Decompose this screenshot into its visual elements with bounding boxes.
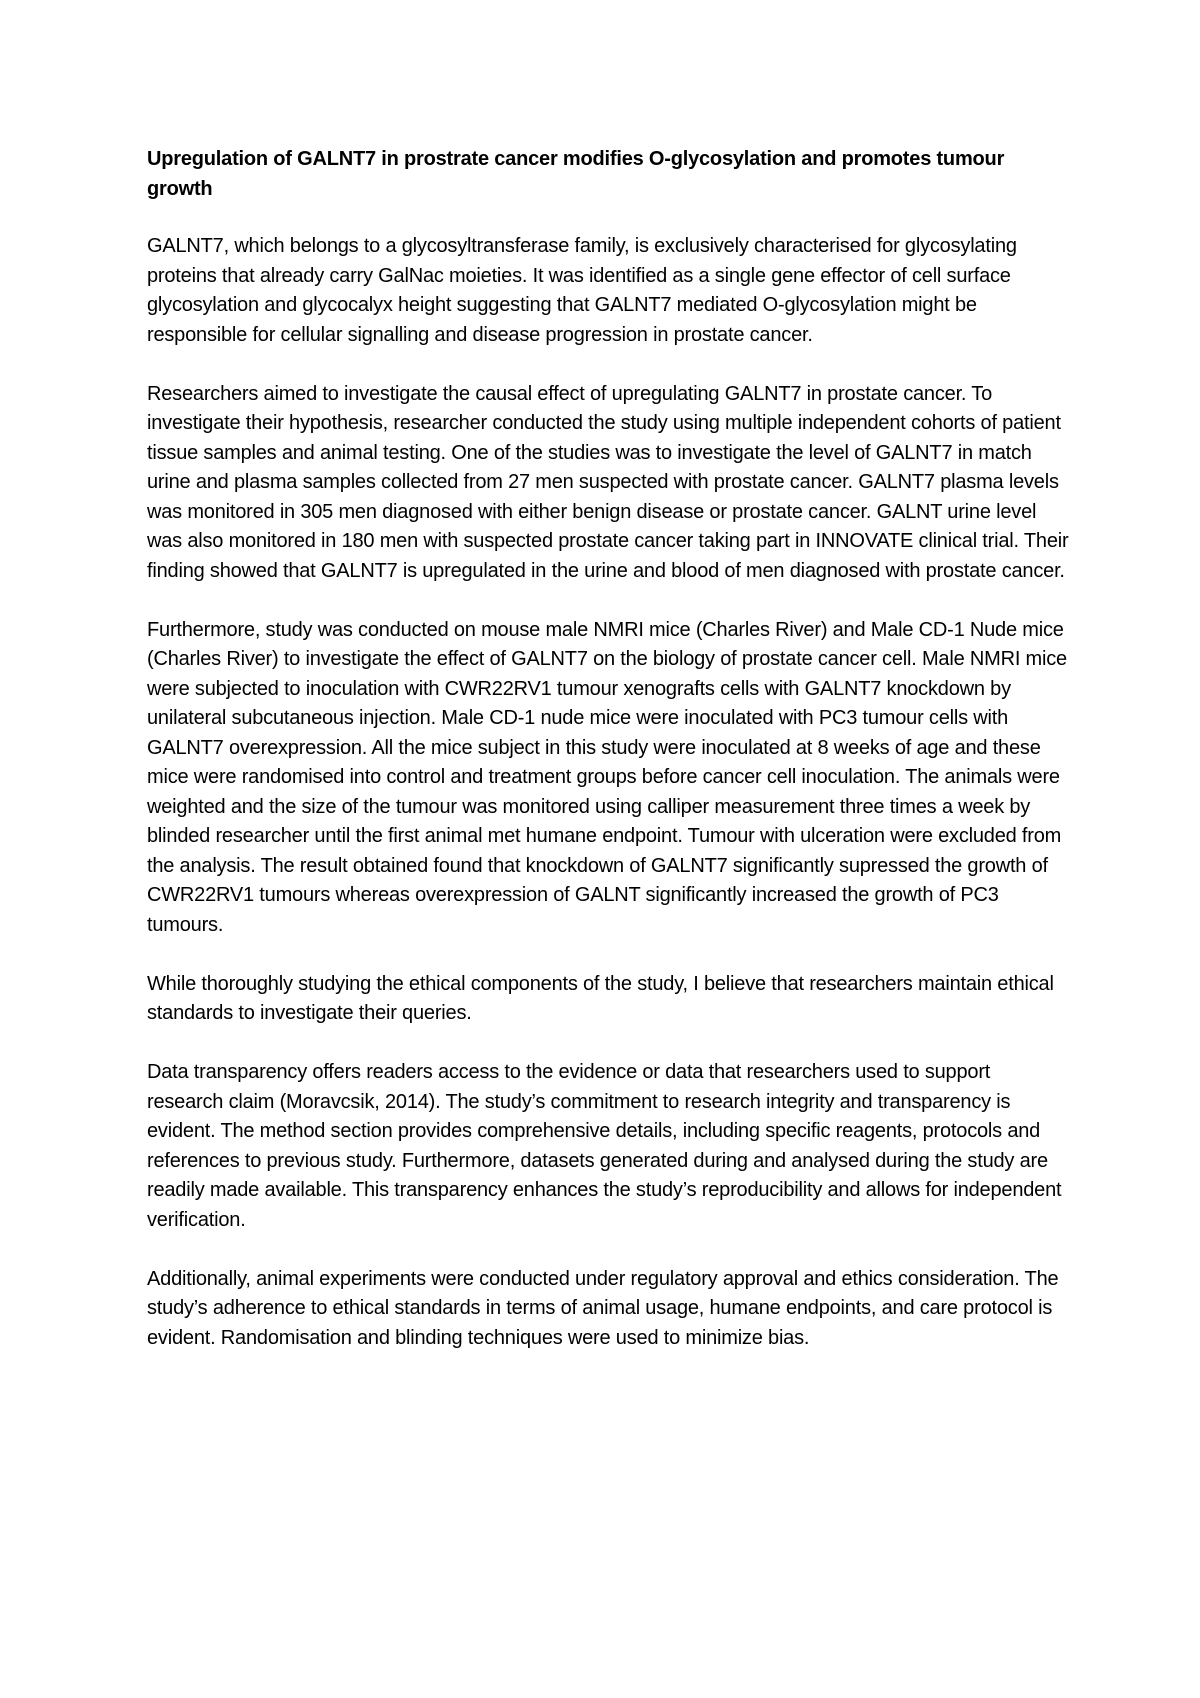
paragraph-research-aims: Researchers aimed to investigate the causal effect of upregulating GALNT7 in prostate cancer. To investigate their hypothesis, researcher conducted the study using multiple independent cohorts of patient tissue samples and animal testing. One of the studies was to investigate the level of GALNT7 in match urine and plasma samples collected from 27 men suspected with prostate cancer. GALNT7 plasma levels was monitored in 305 men diagnosed with either benign disease or prostate cancer. GALNT urine level was also monitored in 180 men with suspected prostate cancer taking part in INNOVATE clinical trial. Their finding showed that GALNT7 is upregulated in the urine and blood of men diagnosed with prostate cancer. [147,382,1069,582]
paragraph-galnt7-background: GALNT7, which belongs to a glycosyltransferase family, is exclusively characterised for glycosylating proteins that already carry GalNac moieties. It was identified as a single gene effector of cell surface glycosylation and glycocalyx height suggesting that GALNT7 mediated O-glycosylation might be responsible for cellular signalling and disease progression in prostate cancer. [147,235,1017,346]
paragraph-animal-ethics: Additionally, animal experiments were conducted under regulatory approval and ethics consideration. The study’s adherence to ethical standards in terms of animal usage, humane endpoints, and care protocol is evident. Randomisation and blinding techniques were used to minimize bias. [147,1267,1059,1349]
paragraph-mouse-study: Furthermore, study was conducted on mouse male NMRI mice (Charles River) and Male CD-1 Nude mice (Charles River) to investigate the effect of GALNT7 on the biology of prostate cancer cell. Male NMRI mice were subjected to inoculation with CWR22RV1 tumour xenografts cells with GALNT7 knockdown by unilateral subcutaneous injection. Male CD-1 nude mice were inoculated with PC3 tumour cells with GALNT7 overexpression. All the mice subject in this study were inoculated at 8 weeks of age and these mice were randomised into control and treatment groups before cancer cell inoculation. The animals were weighted and the size of the tumour was monitored using calliper measurement three times a week by blinded researcher until the first animal met humane endpoint. Tumour with ulceration were excluded from the analysis. The result obtained found that knockdown of GALNT7 significantly supressed the growth of CWR22RV1 tumours whereas overexpression of GALNT significantly increased the growth of PC3 tumours. [147,618,1067,936]
paragraph-data-transparency: Data transparency offers readers access to the evidence or data that researchers used to support research claim (Moravcsik, 2014). The study’s commitment to research integrity and transparency is evident. The method section provides comprehensive details, including specific reagents, protocols and references to previous study. Furthermore, datasets generated during and analysed during the study are readily made available. This transparency enhances the study’s reproducibility and allows for independent verification. [147,1061,1062,1231]
paragraph-ethics-intro: While thoroughly studying the ethical components of the study, I believe that researchers maintain ethical standards to investigate their queries. [147,972,1054,1024]
document-title: Upregulation of GALNT7 in prostrate cancer modifies O-glycosylation and promotes tumour growth [147,148,1005,200]
